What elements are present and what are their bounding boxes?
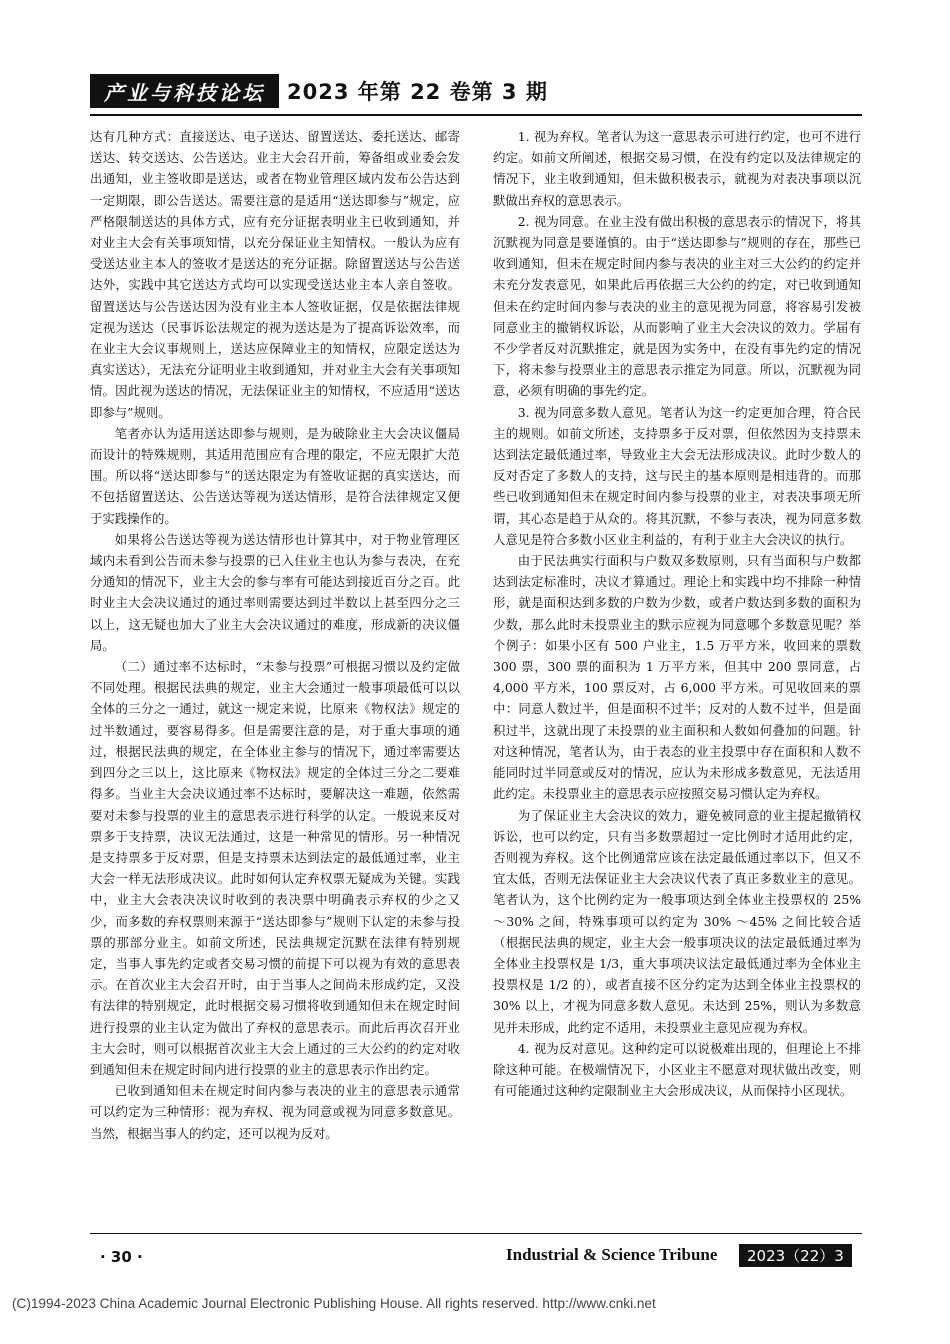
copyright-line: (C)1994-2023 China Academic Journal Electronic Publishing House. All rights reserved. http://www.cnki.net — [12, 1296, 656, 1311]
paragraph: 如果将公告送达等视为送达情形也计算其中，对于物业管理区域内未看到公告而未参与投票的已入住业主也认为参与表决，在充分通知的情况下，业主大会的参与率有可能达到接近百分之百。此时业主大会决议通过的通过率则需要达到过半数以上甚至四分之三以上，这无疑也加大了业主大会决议通过的难度，形成新的决议僵局。 — [90, 531, 460, 653]
paragraph: 笔者亦认为适用送达即参与规则，是为破除业主大会决议僵局而设计的特殊规则，其适用范围应有合理的限定，不应无限扩大范围。所以将“送达即参与”的送达限定为有签收证据的真实送达，而不包括留置送达、公告送达等视为送达情形，是符合法律规定又便于实践操作的。 — [90, 425, 460, 526]
footer-divider — [90, 1233, 862, 1234]
page-number: · 30 · — [100, 1248, 143, 1266]
journal-brand: 产业与科技论坛 — [90, 74, 279, 108]
paragraph: 已收到通知但未在规定时间内参与表决的业主的意思表示通常可以约定为三种情形：视为弃权、视为同意或视为同意多数意见。当然，根据当事人的约定，还可以视为反对。 — [90, 1083, 460, 1141]
journal-issue-badge: 2023（22）3 — [739, 1244, 852, 1267]
paragraph: 3. 视为同意多数人意见。笔者认为这一约定更加合理，符合民主的规则。如前文所述，支持票多于反对票，但依然因为支持票未达到法定最低通过率，导致业主大会无法形成决议。此时少数人的反对否定了多数人的支持，这与民主的基本原则是相违背的。而那些已收到通知但未在规定时间内参与投票的业主，对表决事项无所谓，其心态是趋于从众的。将其沉默，不参与表决，视为同意多数人意见是符合多数小区业主利益的，有利于业主大会决议的执行。 — [493, 404, 861, 547]
paragraph: 由于民法典实行面积与户数双多数原则，只有当面积与户数都达到法定标准时，决议才算通过。理论上和实践中均不排除一种情形，就是面积达到多数的户数为少数，或者户数达到多数的面积为少数，那么此时未投票业主的默示应视为同意哪个多数意见呢？举个例子：如果小区有 500 户业主，1.5 万平方米，收回来的票数 300 票，300 票的面积为 1 万平方米，但其中 200 票同意，占 4,000 平方米，100 票反对，占 6,000 平方米。可见收回来的票中：同意人数过半，但是面积不过半；反对的人数不过半，但是面积过半，这就出现了未投票的业主面积和人数如何叠加的问题。针对这种情况，笔者认为，由于表态的业主投票中存在面积和人数不能同时过半同意或反对的情况，应认为未形成多数意见，无法适用此约定。未投票业主的意思表示应按照交易习惯认定为弃权。 — [493, 553, 861, 802]
issue-label: 2023 年第 22 卷第 3 期 — [287, 80, 548, 104]
paragraph: 1. 视为弃权。笔者认为这一意思表示可进行约定，也可不进行约定。如前文所阐述，根据交易习惯，在没有约定以及法律规定的情况下，业主收到通知，但未做积极表示，就视为对表决事项以沉默做出弃权的意思表示。 — [493, 129, 861, 208]
page-header — [90, 74, 548, 108]
header-divider — [90, 114, 862, 116]
paragraph: （二）通过率不达标时，“未参与投票”可根据习惯以及约定做不同处理。根据民法典的规定，业主大会通过一般事项最低可以以全体的三分之一通过，就这一规定来说，比原来《物权法》规定的过半数通过，要容易得多。但是需要注意的是，对于重大事项的通过，根据民法典的规定，在全体业主参与的情况下，通过率需要达到四分之三以上，这比原来《物权法》规定的全体过三分之二要难得多。当业主大会决议通过率不达标时，要解决这一难题，依然需要对未参与投票的业主的意思表示进行科学的认定。一般说来反对票多于支持票，决议无法通过，这是一种常见的情形。另一种情况是支持票多于反对票，但是支持票未达到法定的最低通过率，业主大会一样无法形成决议。此时如何认定弃权票无疑成为关键。实践中，业主大会表决决议时收到的表决票中明确表示弃权的少之又少，而多数的弃权票则来源于“送达即参与”规则下认定的未参与投票的那部分业主。如前文所述，民法典规定沉默在法律有特别规定，当事人事先约定或者交易习惯的前提下可以视为有效的意思表示。在首次业主大会召开时，由于当事人之间尚未形成约定，又没有法律的特别规定，此时根据交易习惯将收到通知但未在规定时间进行投票的业主认定为做出了弃权的意思表示。而此后再次召开业主大会时，则可以根据首次业主大会上通过的三大公约的约定对收到通知但未在规定时间内进行投票的业主的意思表示作出约定。 — [90, 659, 460, 1077]
paragraph: 为了保证业主大会决议的效力，避免被同意的业主提起撤销权诉讼，也可以约定，只有当多数票超过一定比例时才适用此约定，否则视为弃权。这个比例通常应该在法定最低通过率以下，但又不宜太低，否则无法保证业主大会决议代表了真正多数业主的意见。笔者认为，这个比例约定为一般事项达到全体业主投票权的 25% ～30% 之间，特殊事项可以约定为 30% ～45% 之间比较合适（根据民法典的规定，业主大会一般事项决议的法定最低通过率为全体业主投票权是 1/3，重大事项决议法定最低通过率为全体业主投票权是 1/2 的），或者直接不区分约定为达到全体业主投票权的 30% 以上，才视为同意多数人意见。未达到 25%，则认为多数意见并未形成，此约定不适用，未投票业主意见应视为弃权。 — [493, 807, 861, 1035]
paragraph: 2. 视为同意。在业主没有做出积极的意思表示的情况下，将其沉默视为同意是要谨慎的。由于“送达即参与”规则的存在，那些已收到通知，但未在规定时间内参与表决的业主对三大公约的约定并未充分发表意见，如果此后再依据三大公约的约定，对已收到通知但未在约定时间内参与表决的业主的意见视为同意，将容易引发被同意业主的撤销权诉讼，从而影响了业主大会决议的效力。学届有不少学者反对沉默推定，就是因为实务中，在没有事先约定的情况下，将未参与投票业主的意思表示推定为同意。所以，沉默视为同意，必须有明确的事先约定。 — [493, 213, 861, 399]
paragraph: 4. 视为反对意见。这种约定可以说极难出现的，但理论上不排除这种可能。在极端情况下，小区业主不愿意对现状做出改变，则有可能通过这种约定限制业主大会形成决议，从而保持小区现状。 — [493, 1040, 861, 1099]
journal-english-title: Industrial & Science Tribune — [506, 1245, 718, 1264]
left-column — [90, 126, 460, 1144]
right-column — [493, 126, 861, 1101]
paragraph: 达有几种方式：直接送达、电子送达、留置送达、委托送达、邮寄送达、转交送达、公告送达。业主大会召开前，筹备组或业委会发出通知，业主签收即是送达，或者在物业管理区域内发布公告达到一定期限，即公告送达。需要注意的是适用“送达即参与”规定，应严格限制送达的具体方式，应有充分证据表明业主已收到通知，并对业主大会有关事项知情，以充分保证业主知情权。一般认为应有受送达业主本人的签收才是送达的充分证据。除留置送达与公告送达外，实践中其它送达方式均可以实现受送达业主本人亲自签收。留置送达与公告送达因为没有业主本人签收证据，仅是依据法律规定视为送达（民事诉讼法规定的视为送达是为了提高诉讼效率，而在业主大会议事规则上，送达应保障业主的知情权，应限定送达为真实送达），无法充分证明业主收到通知，并对业主大会有关事项知情。因此视为送达的情况，无法保证业主的知情权，不应适用“送达即参与”规则。 — [90, 129, 460, 420]
